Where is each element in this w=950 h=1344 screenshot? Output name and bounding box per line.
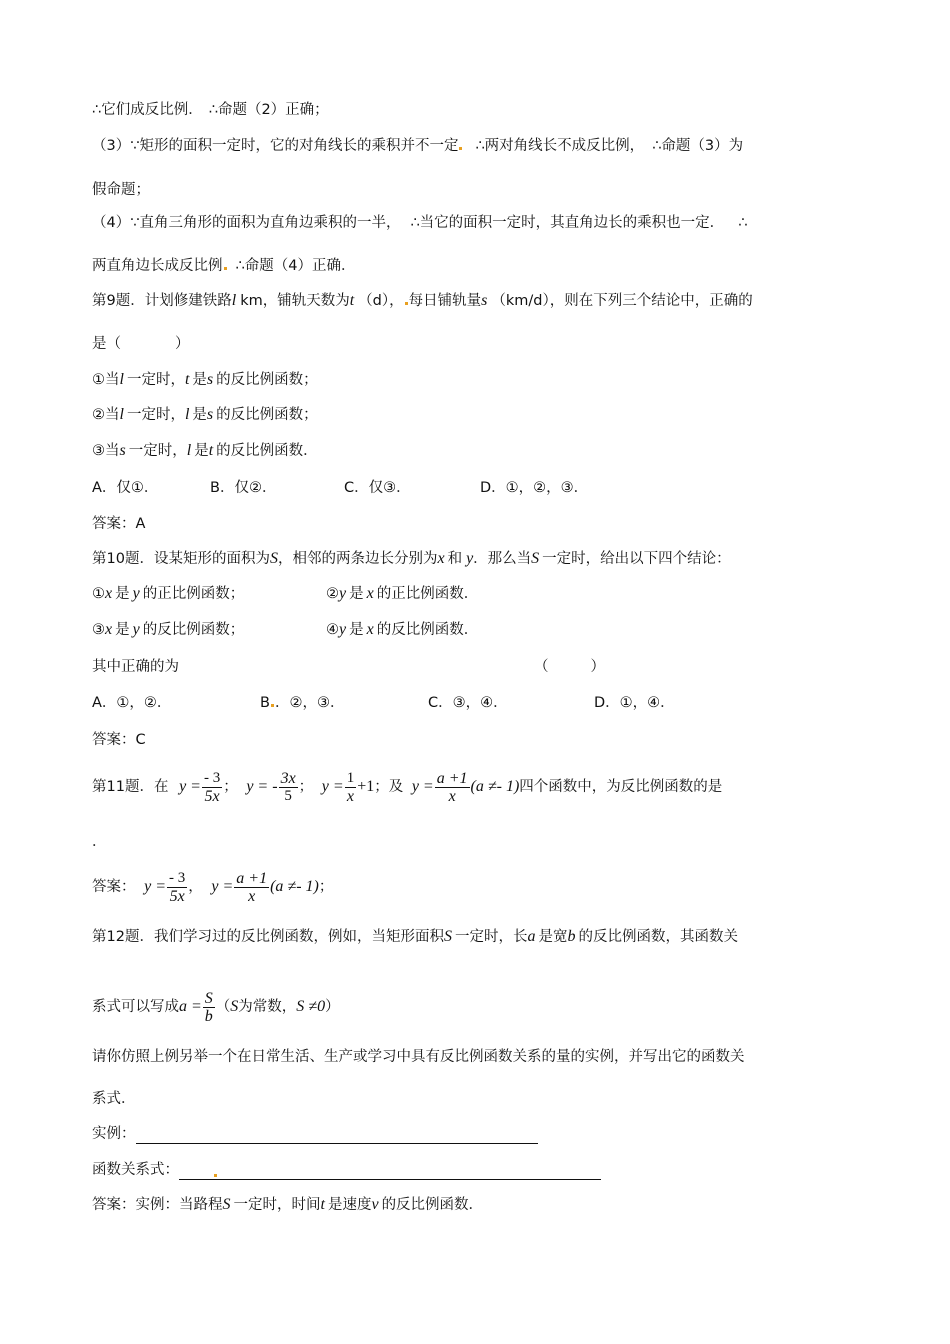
text-line [92,136,743,156]
text: 的反比例函数； [142,622,245,638]
relation-row [92,1160,601,1180]
var-a: a [527,928,536,945]
formula-lhs: y = [211,878,234,895]
q9-statement-3 [92,441,318,461]
q12-answer [92,1195,483,1215]
text: ． [92,834,107,850]
text-line [92,213,747,233]
var-l: l [184,406,190,423]
var-t: t [184,371,190,388]
var-l: l [119,406,124,423]
text: 是（ [92,336,121,352]
text-line [92,100,329,120]
var-x: x [366,621,374,638]
q9-answer [92,514,145,534]
fraction [202,770,222,805]
text: ②当 [92,407,120,423]
q9-statement-1 [92,370,318,390]
var-s: s [481,292,488,309]
text: ③当 [92,443,120,459]
text: 的反比例函数，其函数关 [578,929,738,945]
formula-lhs: y = [144,878,167,895]
text: 第12题．我们学习过的反比例函数，例如，当矩形面积 [92,929,444,945]
text: （4）∵直角三角形的面积为直角边乘积的一半， [92,215,401,231]
text: 第10题．设某矩形的面积为 [92,551,270,567]
text: ③ [92,622,105,638]
formula-lhs: y = [321,778,344,795]
q10-statements-3-4 [92,620,478,640]
relation-answer-line[interactable] [179,1163,601,1180]
numerator: a +1 [436,769,468,787]
text: ∴当它的面积一定时，其直角边长的乘积也一定． [410,215,725,231]
option-b: B [260,695,270,711]
option-d: D．①，②，③． [480,480,589,496]
var-t: t [349,292,355,309]
mark-dot [405,302,408,305]
text: 是 [349,622,364,638]
example-row [92,1124,538,1144]
text: ∴命题（4）正确． [235,258,356,274]
var-y: y [132,585,140,602]
var-l: l [231,292,237,309]
text: ∴ [738,215,748,231]
var-s: s [119,442,126,459]
text: 其中正确的为 [92,659,179,675]
q12-instruction [92,1047,745,1067]
text-line [92,256,355,276]
denominator: 5x [204,787,220,805]
q11-stem [92,760,722,814]
answer-text: 答案：C [92,732,146,748]
text: （3）∵矩形的面积一定时，它的对角线长的乘积并不一定 [92,138,459,154]
var-s: s [206,371,214,388]
numerator: S [204,989,213,1007]
q10-which [92,657,179,677]
text: （ [534,659,549,675]
text: ∴命题（3）为 [652,138,744,154]
numerator: 3x [280,769,296,787]
text: 是 [192,372,207,388]
numerator: - 3 [169,869,186,886]
text: 的反比例函数． [376,622,479,638]
option-b: B．仅②． [210,480,277,496]
fraction [279,770,298,805]
formula-lhs: y = - [246,778,278,795]
text: 一定时，给出以下四个结论： [542,551,731,567]
text: 的正比例函数； [142,586,245,602]
q10-stem [92,549,731,569]
var-x: x [105,621,113,638]
q9-blank [92,334,190,354]
text: 是 [115,622,130,638]
denominator: x [448,787,456,805]
fraction [234,870,269,905]
var-s: s [206,406,214,423]
text: 一定时，时间 [233,1197,321,1213]
option-a: A．仅①． [92,480,159,496]
text: 是 [349,586,364,602]
var-y: y [339,621,347,638]
text: ， [188,879,203,895]
var-S: S [269,550,278,567]
q9-statement-2 [92,405,318,425]
answer-text: 答案： [92,879,136,895]
text: 系式． [92,1091,136,1107]
text: 系式可以写成 [92,999,179,1015]
denominator: 5x [169,887,185,905]
option-c: C．③，④． [428,695,508,711]
q11-period [92,832,107,852]
text: ．那么当 [473,551,532,567]
text: 和 [447,551,463,567]
var-t: t [320,1196,325,1213]
fraction [435,770,470,805]
option-c: C．仅③． [344,480,411,496]
q12-formula-line [92,980,340,1034]
text: ∴命题（2）正确； [208,102,329,118]
denominator: x [248,887,256,905]
option-d: D．①，④． [594,695,675,711]
var-x: x [437,550,445,567]
answer-text: 答案：实例：当路程 [92,1197,223,1213]
text: 是 [194,443,209,459]
var-S: S [443,928,452,945]
option-a: A．①，②． [92,695,172,711]
q9-options [92,478,588,498]
text: ② [326,586,339,602]
q12-instruction-cont [92,1089,136,1109]
text: 假命题； [92,182,150,198]
text: 请你仿照上例另举一个在日常生活、生产或学习中具有反比例函数关系的量的实例，并写出它的函数关 [92,1049,745,1065]
text: 的反比例函数． [381,1197,484,1213]
q12-stem [92,927,738,947]
var-b: b [567,928,576,945]
mark-dot [271,704,274,707]
text: ） [590,659,605,675]
var-x: x [105,585,113,602]
fraction [345,770,357,805]
text: 的反比例函数． [216,443,318,459]
q11-answer [92,860,333,914]
fraction [167,870,187,905]
numerator: a +1 [236,869,268,887]
var-S: S [222,1196,231,1213]
formula-lhs: a = [179,998,202,1015]
text: 第9题．计划修建铁路 [92,293,232,309]
text: km，铺轨天数为 [240,293,350,309]
text: 的正比例函数． [376,586,479,602]
condition: (a ≠- 1) [470,778,520,795]
q10-statements-1-2 [92,584,478,604]
text-line [92,180,150,200]
var-l: l [119,371,124,388]
q10-blank [534,657,605,677]
text: ①当 [92,372,120,388]
text: 每日铺轨量 [408,293,482,309]
text: 是宽 [538,929,568,945]
mark-dot [459,147,462,150]
var-l: l [186,442,192,459]
text: ） [325,999,340,1015]
var-v: v [371,1196,379,1213]
text: 两直角边长成反比例 [92,258,223,274]
text: （ [215,999,231,1015]
answer-text: 答案：A [92,516,146,532]
condition: (a ≠- 1) [270,878,319,895]
condition: S ≠0 [296,998,326,1015]
text: ① [92,586,105,602]
text: 的反比例函数； [216,407,318,423]
option-b: ．②，③． [274,695,345,711]
q10-answer [92,730,146,750]
text: ） [175,336,190,352]
denominator: x [346,787,354,805]
var-y: y [339,585,347,602]
formula-rhs: +1 [357,778,375,795]
text: 一定时， [128,443,187,459]
numerator: - 3 [203,769,221,786]
text: ； [318,879,334,895]
text: 第11题．在 [92,779,169,795]
denominator: 5 [284,787,292,804]
text: 为常数， [238,999,297,1015]
text: （km/d），则在下列三个结论中，正确的 [491,293,753,309]
formula-lhs: y = [411,778,434,795]
text: ，相邻的两条边长分别为 [277,551,438,567]
var-y: y [132,621,140,638]
text: ；及 [374,779,404,795]
text: ∴两对角线长不成反比例， [475,138,645,154]
var-x: x [366,585,374,602]
text: 一定时， [126,372,185,388]
text: 是速度 [327,1197,372,1213]
text: 一定时，长 [454,929,528,945]
text: ④ [326,622,339,638]
formula-lhs: y = [179,778,201,795]
var-t: t [208,442,214,459]
q10-options [92,693,675,713]
var-y: y [466,550,474,567]
numerator: 1 [346,769,355,786]
fraction [203,990,215,1025]
text: 的反比例函数； [216,372,318,388]
q9-stem [92,291,753,311]
example-label: 实例： [92,1126,136,1142]
text: 是 [192,407,207,423]
var-S: S [531,550,540,567]
text: 是 [115,586,130,602]
relation-label: 函数关系式： [92,1162,179,1178]
text: 一定时， [126,407,185,423]
text: 四个函数中，为反比例函数的是 [519,779,723,795]
text: ； [223,779,238,795]
text: ； [298,779,314,795]
text: ∴它们成反比例． [92,102,203,118]
example-answer-line[interactable] [136,1127,538,1144]
text: （d）， [358,293,404,309]
mark-dot [214,1174,217,1177]
denominator: b [204,1007,213,1025]
mark-dot [224,267,227,270]
var-S: S [230,998,239,1015]
